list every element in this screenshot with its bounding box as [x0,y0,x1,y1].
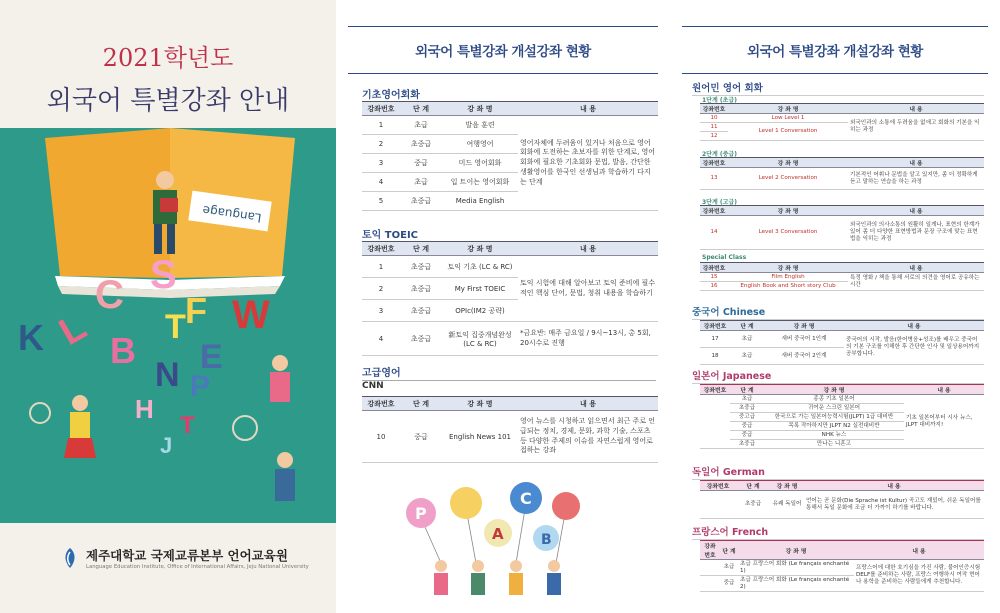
col-header: 강좌번호 [700,263,728,273]
col-header: 내 용 [854,541,984,560]
chinese-table [700,320,984,365]
table-row: 초중급 만나는 니혼고 [700,440,984,449]
letter-n: N [155,356,180,394]
table-row: 12 [700,132,984,141]
col-header: 강 좌 명 [770,481,804,491]
level-label: 1단계 (초급) [702,97,737,104]
balloon-letter: P [415,504,427,523]
table-row: 초급 초급 프랑스어 회화 (Le français enchanté 1) 프랑스어에 대한 호기심을 가진 사람, 불어인증시험 DELF를 준비하는 사람, 프랑스 여행하시 여작 현어나 용학을 준비하는 사람들에게 추천합니다. [700,560,984,576]
col-header: 단 계 [400,102,442,116]
course-list-panel-1 [336,0,670,613]
col-header: 강좌번호 [700,481,736,491]
section-japanese-title: 일본어 Japanese [692,368,984,384]
balloon-letter: B [541,532,552,548]
table-row: 10 Low Level 1 외국인과의 소통에 두려움을 없애고 회화의 기본을 익히는 과정 [700,114,984,123]
letter-f: F [185,290,207,331]
table-row: 16 English Book and Short story Club [700,282,984,291]
section-advanced-title: 고급영어 [362,364,656,381]
university-emblem-icon [62,547,78,569]
table-row: 4 초급 입 트이는 영어회화 [362,173,658,192]
advanced-subtitle: CNN [362,381,384,391]
native-level3-table [700,205,984,250]
cover-main-title: 외국어 특별강좌 안내 [46,86,290,116]
level-label: 3단계 (고급) [702,199,737,206]
book-word: Language [201,202,263,226]
col-header: 강 좌 명 [764,321,844,331]
table-row: 초급 종종 기초 일본어 기초 일본어부터 시사 뉴스, JLPT 대비까지! [700,395,984,404]
level-label: Special Class [702,254,747,261]
section-french-title: 프랑스어 French [692,524,984,540]
col-header: 내 용 [848,104,984,114]
japanese-table [700,384,984,449]
table-row: 중급 목록 작아하지만 JLPT N2 실전대비반 [700,422,984,431]
col-header: 강 좌 명 [442,397,518,411]
letter-b: B [110,330,136,371]
university-logo [62,546,309,570]
col-header: 강 좌 명 [442,242,518,256]
table-row: 4 초중급 新토익 집중개념완성 (LC & RC) *금요반: 매주 금요일 / 9시~13시, 총 5회, 20시수로 진행 [362,322,658,356]
table-row: 11 Level 1 Conversation [700,123,984,132]
letter-t2: T [180,412,195,439]
section-german-title: 독일어 German [692,464,984,480]
col-header: 강좌번호 [700,158,728,168]
logo-title: 제주대학교 국제교류본부 언어교육원 [86,548,288,563]
col-header: 강좌번호 [700,541,720,560]
toeic-content-b: *금요반: 매주 금요일 / 9시~13시, 총 5회, 20시수로 진행 [518,322,658,356]
level-label: 2단계 (중급) [702,151,737,158]
section-toeic-title: 토익 TOEIC [362,226,656,243]
advanced-content: 영어 뉴스를 시청하고 읽으면서 최근 주로 언급되는 정치, 경제, 문화, 과학 기술, 스포츠 등 다양한 주제의 이슈를 자연스럽게 영어로 접하는 강좌 [518,411,658,463]
german-table [700,480,984,519]
col-header: 강 좌 명 [728,104,848,114]
col-header: 강 좌 명 [764,385,904,395]
col-header: 단 계 [720,541,738,560]
panel-header: 외국어 특별강좌 개설강좌 현황 [682,26,988,74]
col-header: 강좌번호 [700,206,728,216]
letter-j: J [160,433,173,458]
table-row: 2 초중급 My First TOEIC [362,278,658,300]
col-header: 강 좌 명 [728,206,848,216]
cover-year-title: 2021학년도 [102,44,234,72]
native-special-table [700,262,984,291]
col-header: 강좌번호 [700,385,730,395]
col-header: 내 용 [844,321,984,331]
cover-illustration [0,128,336,523]
table-row: 중고급 한국으로 가는 일본어능력시험(JLPT) 1급 대비반 [700,413,984,422]
col-header: 내 용 [848,206,984,216]
col-header: 단 계 [730,385,764,395]
col-header: 내 용 [904,385,984,395]
table-row: 15 Film English 특정 영화 / 책을 통해 서로의 의견을 영어로 공유하는 시간 [700,273,984,282]
table-row: 10 중급 English News 101 영어 뉴스를 시청하고 읽으면서 최근 주로 언급되는 정치, 경제, 문화, 과학 기술, 스포츠 등 다양한 주제의 이슈를 자연스럽게 영어로 접하는 강좌 [362,411,658,463]
col-header: 강좌번호 [362,397,400,411]
col-header: 강좌번호 [700,321,730,331]
col-header: 내 용 [518,242,658,256]
table-row: 13 Level 2 Conversation 기본적인 어휘나 문법을 알고 있지만, 좀 더 정확하게 듣고 말하는 연습을 하는 과정 [700,168,984,190]
native-level1-table [700,103,984,141]
col-header: 내 용 [804,481,984,491]
col-header: 강 좌 명 [728,263,848,273]
balloon-kids-illustration [396,478,616,608]
col-header: 단 계 [736,481,770,491]
advanced-english-table [362,396,658,463]
table-row: 1 초급 발음 훈련 영어자체에 두려움이 있거나 처음으로 영어회화에 도전하는 초보자를 위한 단계로, 영어회화에 필요한 기초회화 문법, 발음, 간단한 생활영어를 한국인 선생님과 학습하기 다지는 단계 [362,116,658,135]
col-header: 강좌번호 [362,102,400,116]
col-header: 강 좌 명 [738,541,854,560]
table-row: 3 초중급 OPIc(IM2 공략) [362,300,658,322]
col-header: 내 용 [848,263,984,273]
basic-content: 영어자체에 두려움이 있거나 처음으로 영어회화에 도전하는 초보자를 위한 단계로, 영어회화에 필요한 기초회화 문법, 발음, 간단한 생활영어를 한국인 선생님과 학습하기 다지는 단계 [518,116,658,211]
balloon-letter: A [492,525,504,543]
col-header: 단 계 [400,242,442,256]
letter-k: K [18,317,44,358]
col-header: 내 용 [518,397,658,411]
cover-panel [0,0,336,613]
panel-header: 외국어 특별강좌 개설강좌 현황 [348,26,658,74]
section-chinese-title: 중국어 Chinese [692,304,984,320]
col-header: 강 좌 명 [442,102,518,116]
letter-s: S [150,253,177,297]
logo-subtitle: Language Education Institute, Office of International Affairs, Jeju National University [86,564,309,570]
table-row: 5 초중급 Media English [362,192,658,211]
course-list-panel-2 [670,0,1000,613]
toeic-table [362,241,658,356]
table-row: 14 Level 3 Conversation 외국인과의 의사소통의 원활히 일게나, 표현의 한계가 있어 좀 더 다양한 표현방법과 문장 구조에 맞는 표현법을 익히는 과정 [700,216,984,250]
table-row: 1 초중급 토익 기초 (LC & RC) 토익 시험에 대해 알아보고 토익 준비에 필수적인 핵심 단어, 문법, 청취 내용을 학습하기 [362,256,658,278]
letter-w: W [232,293,270,337]
balloon-letter: C [520,489,532,508]
table-row: 중급 초급 프랑스어 회화 (Le français enchanté 2) [700,576,984,592]
col-header: 강좌번호 [362,242,400,256]
letter-c: C [95,273,124,317]
letter-t: T [165,308,186,346]
table-row: 초중급 유쾌 독일어 언어는 곧 문화(Die Sprache ist Kultur) 곡고도 재밌어, 쉬운 독일어를 통해서 독일 문화에 조금 더 가까이 하기를 바랍니다. [700,491,984,519]
table-row: 18 초급 새버 중국어 2인계 [700,348,984,365]
book-illustration [0,128,336,523]
table-row: 2 초중급 여행영어 [362,135,658,154]
toeic-content-a: 토익 시험에 대해 알아보고 토익 준비에 필수적인 핵심 단어, 문법, 청취 내용을 학습하기 [518,256,658,322]
col-header: 내 용 [848,158,984,168]
table-row: 17 초급 새버 중국어 1인계 중국어의 시작, 발음(한어병음+성조)를 배우고 중국어의 기본 구조를 이해한 후 간단한 인사 및 일상용어까지 공부합니다. [700,331,984,348]
letter-l: L [52,305,94,354]
table-row: 3 중급 미드 영어회화 [362,154,658,173]
col-header: 내 용 [518,102,658,116]
col-header: 강좌번호 [700,104,728,114]
table-row: 중급 NHK 뉴스 [700,431,984,440]
col-header: 단 계 [730,321,764,331]
col-header: 강 좌 명 [728,158,848,168]
table-row: 초중급 귀여운 스크린 일본어 [700,404,984,413]
basic-english-table [362,101,658,211]
section-basic-title: 기초영어회화 [362,86,656,103]
french-table [700,540,984,592]
section-native-title: 원어민 영어 회화 [692,80,984,96]
letter-e: E [200,338,223,376]
letter-p: P [190,370,211,403]
col-header: 단 계 [400,397,442,411]
native-level2-table [700,157,984,190]
letter-h: H [135,394,154,424]
